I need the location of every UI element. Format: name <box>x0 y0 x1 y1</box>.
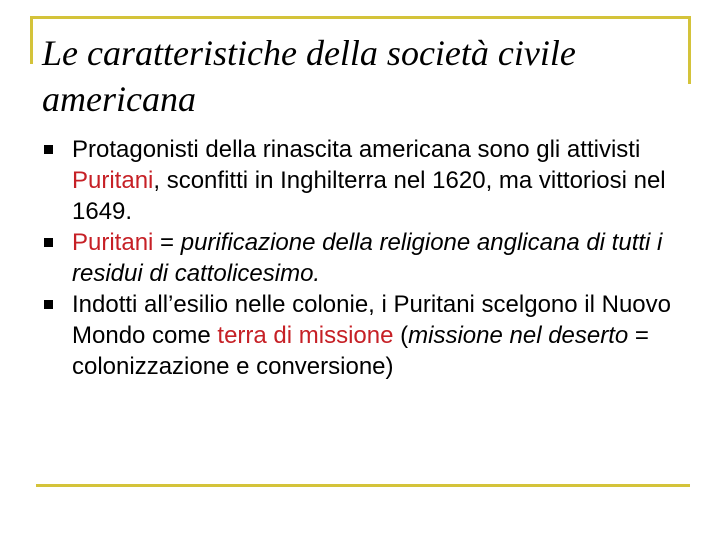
highlight-puritani: Puritani <box>72 229 154 256</box>
square-bullet-icon <box>44 300 53 309</box>
frame-bottom-line <box>36 484 690 487</box>
highlight-terra-di-missione: terra di missione <box>217 322 394 349</box>
frame-right-line <box>688 16 691 84</box>
bullet-text: Indotti all’esilio nelle colonie, i Puritani scelgono il Nuovo Mondo come <box>72 291 672 349</box>
bullet-item-puritani <box>44 227 674 289</box>
square-bullet-icon <box>44 145 53 154</box>
bullet-list <box>44 134 674 382</box>
bullet-item-esilio <box>44 289 674 382</box>
bullet-text: , sconfitti in Inghilterra nel 1620, ma vittoriosi nel 1649. <box>72 167 666 225</box>
frame-left-line <box>30 16 33 64</box>
bullet-text: = colonizzazione e conversione) <box>72 322 649 380</box>
highlight-puritani: Puritani <box>72 167 154 194</box>
bullet-text: = <box>153 229 181 256</box>
bullet-text: ( <box>393 322 409 349</box>
frame-top-line <box>30 16 691 19</box>
italic-definition: purificazione della religione anglicana di tutti i residui di cattolicesimo. <box>72 229 663 287</box>
bullet-text: Protagonisti della rinascita americana sono gli attivisti <box>72 136 641 163</box>
bullet-item-protagonisti <box>44 134 674 227</box>
slide-title: Le caratteristiche della società civile americana <box>42 33 576 119</box>
italic-missione-nel-deserto: missione nel deserto <box>408 322 629 349</box>
square-bullet-icon <box>44 238 53 247</box>
